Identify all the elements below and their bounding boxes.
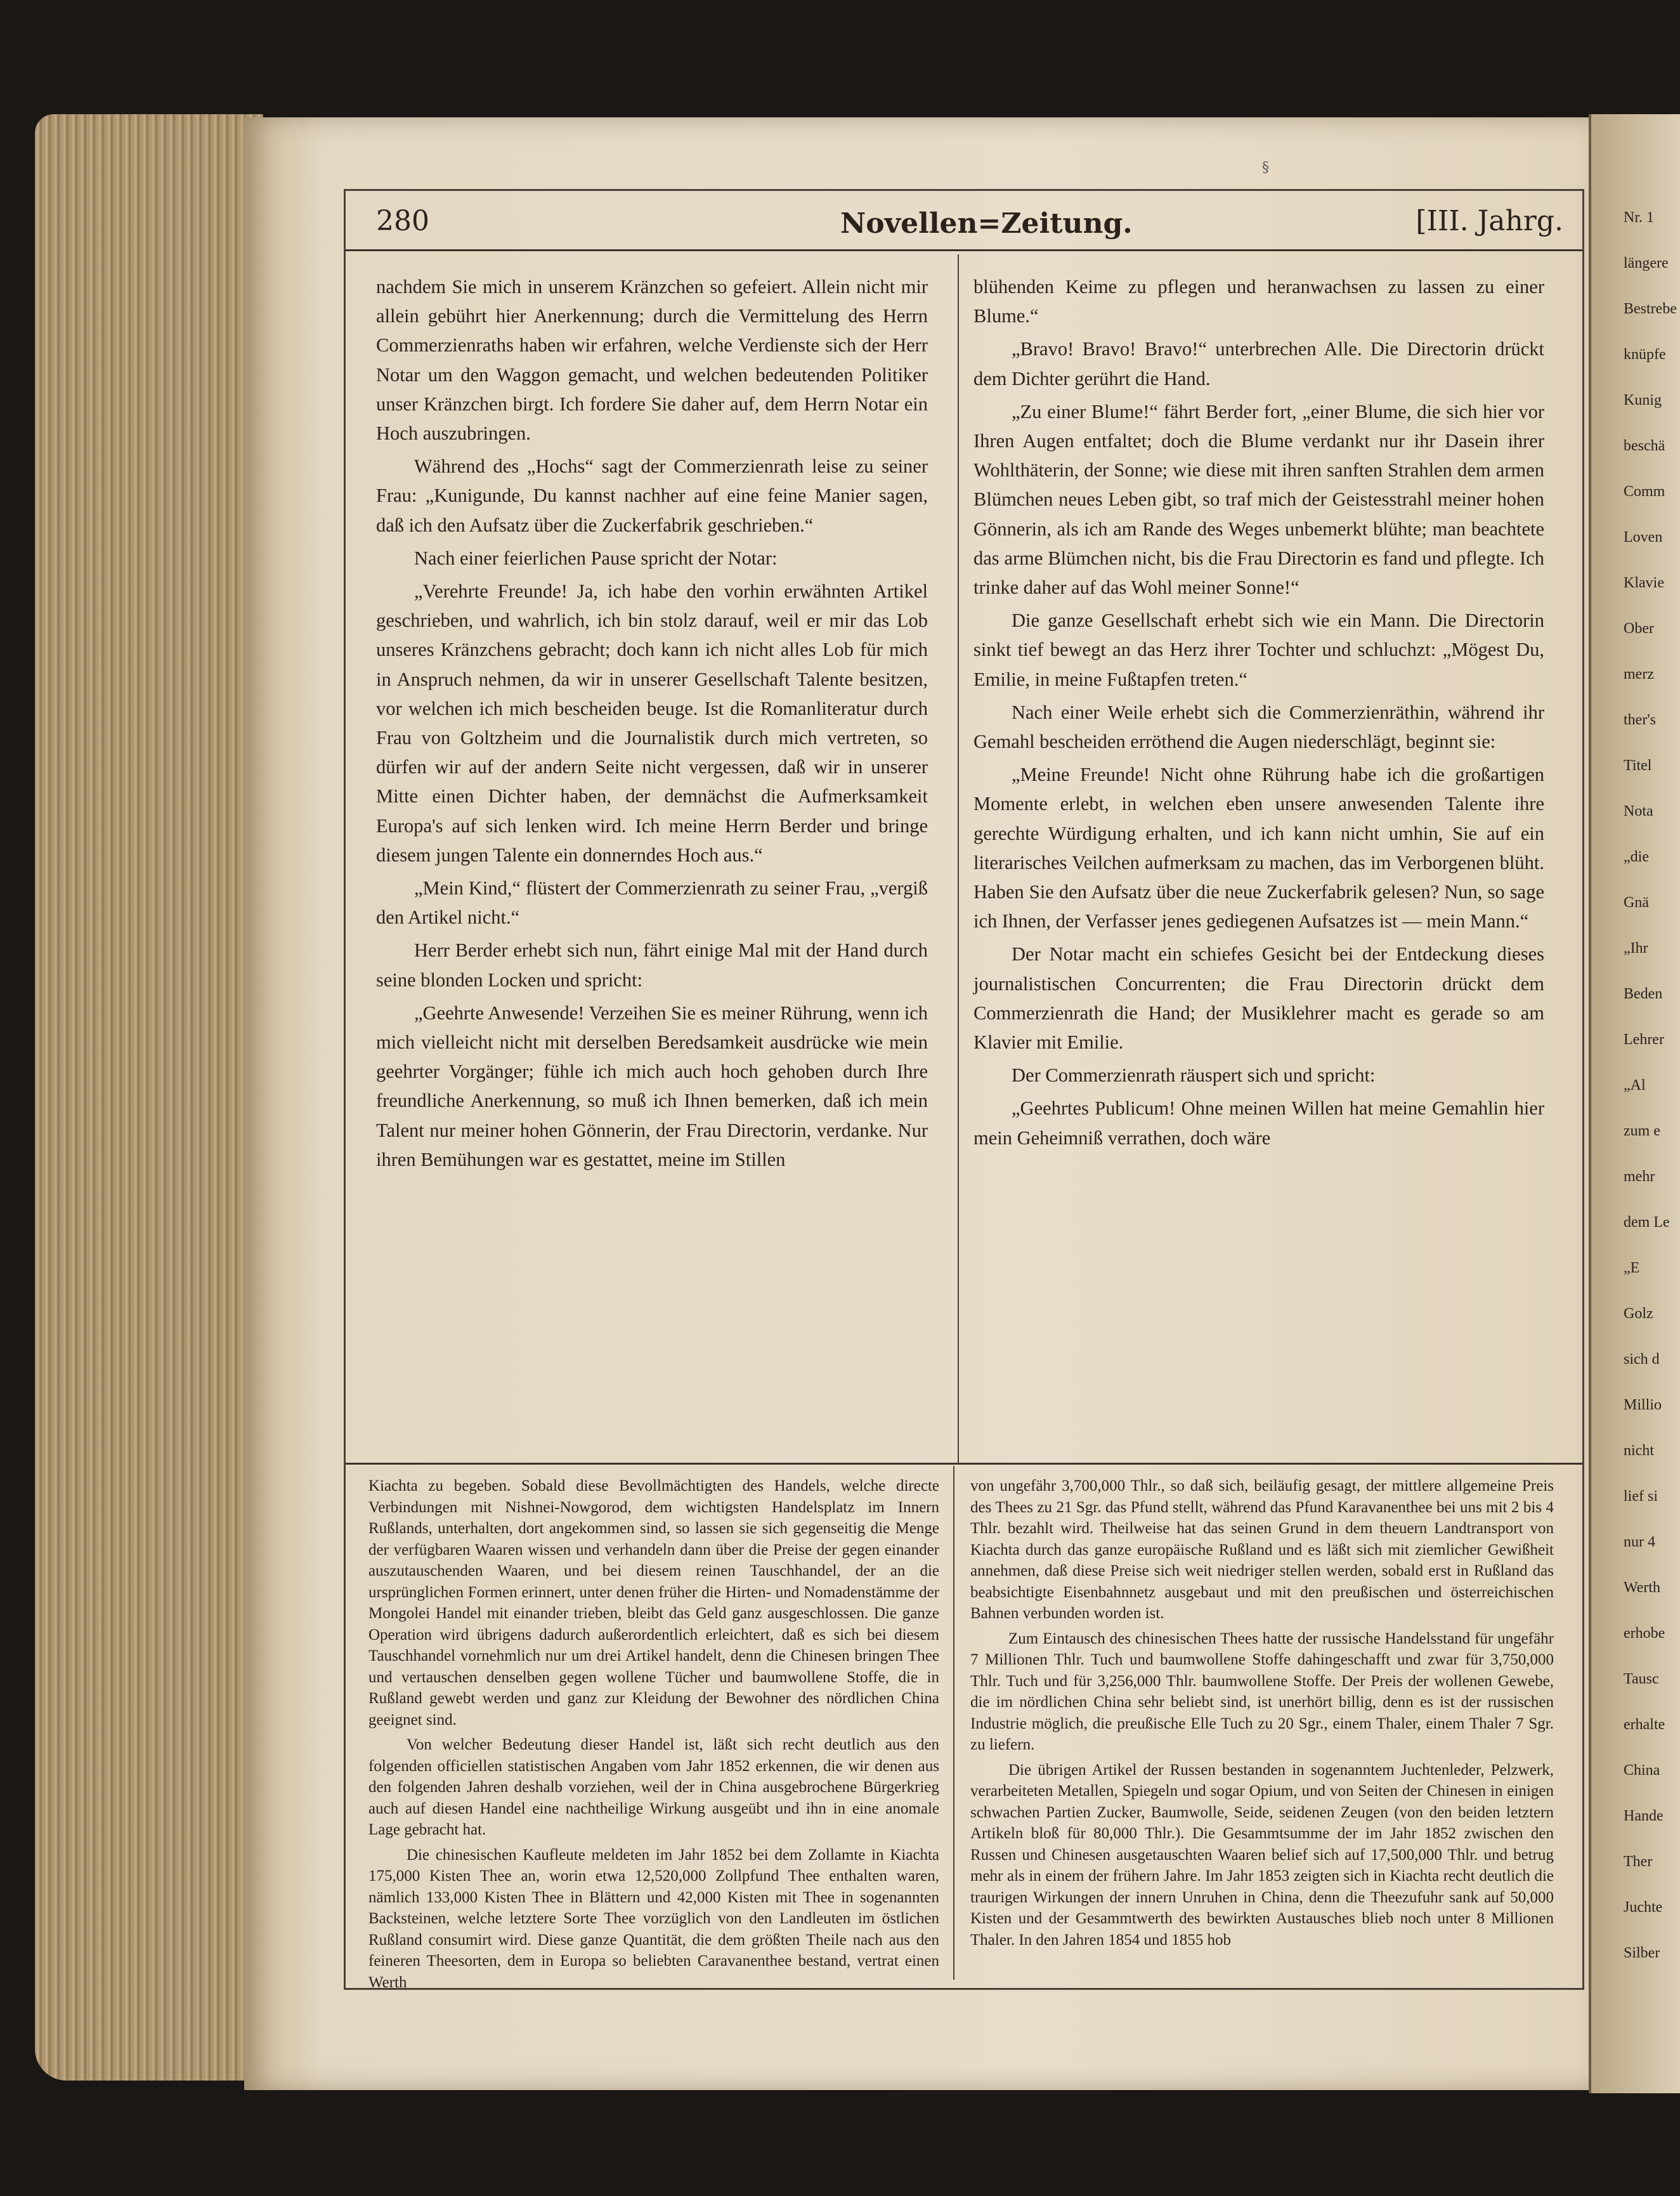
paragraph: Während des „Hochs“ sagt der Commerzienrath leise zu seiner Frau: „Kunigunde, Du kannst nachher auf eine feine Manier sagen, daß ich den Aufsatz über die Zuckerfabrik geschrieben.“: [376, 455, 928, 536]
right-page-edge: [1589, 114, 1680, 2093]
right-page-fragment: „E: [1624, 1260, 1640, 1276]
paragraph: blühenden Keime zu pflegen und heranwachsen zu lassen zu einer Blume.“: [973, 276, 1544, 327]
paragraph: „Bravo! Bravo! Bravo!“ unterbrechen Alle. Die Directorin drückt dem Dichter gerührt die Hand.: [973, 338, 1544, 389]
right-page-fragment: merz: [1624, 666, 1654, 683]
right-page-fragment: „Ihr: [1624, 940, 1648, 957]
paragraph: „Mein Kind,“ flüstert der Commerzienrath zu seiner Frau, „vergiß den Artikel nicht.“: [376, 877, 928, 929]
paragraph: von ungefähr 3,700,000 Thlr., so daß sich, beiläufig gesagt, der mittlere allgemeine Preis des Thees zu 21 Sgr. das Pfund stellt, während das Pfund Karavanenthee bei uns mit 2 bis 4 Thlr. bezahlt wird. Theilweise hat das seinen Grund in dem theuern Landtransport von Kiachta durch das ganze europäische Rußland und es läßt sich mit ziemlicher Gewißheit annehmen, daß diese Preise sich weit niedriger stellen werden, sobald erst in Rußland das beabsichtigte Eisenbahnnetz ausgebaut und mit den preußischen und österreichischen Bahnen verbunden worden ist.: [970, 1477, 1554, 1622]
upper-right-column: [973, 272, 1544, 1156]
right-page-fragment: Werth: [1624, 1579, 1661, 1596]
right-page-fragment: Kunig: [1624, 392, 1662, 408]
right-page-fragment: Bestrebe: [1624, 301, 1677, 317]
right-page-fragment: Silber: [1624, 1945, 1660, 1961]
right-page-fragment: knüpfe: [1624, 346, 1666, 363]
right-page-fragment: erhalte: [1624, 1716, 1665, 1733]
paragraph: „Meine Freunde! Nicht ohne Rührung habe ich die großartigen Momente erlebt, in welchen eben unsere anwesenden Talente ihre gerechte Würdigung erhalten, und ich kann nicht umhin, Sie auf ein literarisches Veilchen aufmerksam zu machen, das im Verborgenen blüht. Haben Sie den Aufsatz über die neue Zuckerfabrik gelesen? Nun, so sage ich Ihnen, der Verfasser jenes gediegenen Aufsatzes ist — mein Mann.“: [973, 764, 1544, 932]
feuilleton-rule: [346, 1463, 1582, 1465]
paragraph: „Verehrte Freunde! Ja, ich habe den vorhin erwähnten Artikel geschrieben, und wahrlich, ich bin stolz darauf, weil er mir das Lob unseres Kränzchens gebracht; doch kann ich nicht alles Lob für mich in Anspruch nehmen, da wir in unserer Gesellschaft Talente besitzen, vor welchen ich mich bescheiden beuge. Ist die Romanliteratur durch Frau von Goltzheim und die Journalistik durch mich vertreten, so dürfen wir auf der andern Seite nicht vergessen, daß wir in unserer Mitte einen Dichter haben, der demnächst die Aufmerksamkeit Europa's auf sich lenken wird. Ich meine Herrn Berder und bringe diesem jungen Talente ein donnerndes Hoch aus.“: [376, 580, 928, 866]
right-page-fragment: Nota: [1624, 803, 1653, 820]
right-page-fragment: zum e: [1624, 1123, 1660, 1139]
right-page-fragment: Loven: [1624, 529, 1663, 546]
upper-left-column: [376, 272, 928, 1178]
paragraph: „Geehrtes Publicum! Ohne meinen Willen hat meine Gemahlin hier mein Geheimniß verrathen, doch wäre: [973, 1097, 1544, 1149]
paragraph: nachdem Sie mich in unserem Kränzchen so gefeiert. Allein nicht mir allein gebührt hier Anerkennung; durch die Vermittelung des Herrn Commerzienraths haben wir erfahren, welche Verdienste sich der Herr Notar um den Waggon gemacht, und welchen bedeutenden Politiker unser Kränzchen birgt. Ich fordere Sie daher auf, dem Herrn Notar ein Hoch auszubringen.: [376, 276, 928, 445]
right-page-fragment: Juchte: [1624, 1899, 1663, 1916]
right-page-fragment: Titel: [1624, 757, 1652, 774]
right-page-fragment: „Al: [1624, 1077, 1646, 1094]
right-page-fragment: Ober: [1624, 620, 1654, 637]
right-page-fragment: Comm: [1624, 483, 1665, 500]
right-page-fragment: längere: [1624, 255, 1669, 271]
right-page-fragment: Beden: [1624, 986, 1663, 1002]
right-page-fragment: Golz: [1624, 1305, 1653, 1322]
paragraph: „Geehrte Anwesende! Verzeihen Sie es meiner Rührung, wenn ich mich vielleicht nicht mit derselben Beredsamkeit ausdrücke wie mein geehrter Vorgänger; fühle ich mich auch hoch gehoben durch Ihre freundliche Anerkennung, so muß ich Ihnen bemerken, daß ich mein Talent nur meiner hohen Gönnerin, der Frau Directorin, verdanke. Nur ihren Bemühungen war es gestattet, meine im Stillen: [376, 1002, 928, 1170]
right-page-fragment: mehr: [1624, 1168, 1655, 1185]
page-edges: [35, 114, 263, 2081]
lower-column-separator: [953, 1466, 954, 1980]
right-page-fragment: Lehrer: [1624, 1031, 1664, 1048]
right-page-fragment: erhobe: [1624, 1625, 1665, 1642]
right-page-fragment: Nr. 1: [1624, 209, 1654, 226]
right-page-fragment: China: [1624, 1762, 1660, 1779]
right-page-fragment: Klavie: [1624, 575, 1664, 591]
lower-right-column: [970, 1475, 1554, 1954]
paragraph: Die übrigen Artikel der Russen bestanden in sogenanntem Juchtenleder, Pelzwerk, verarbeiteten Metallen, Spiegeln und sogar Opium, und von Seiten der Chinesen in einigen schwachen Partien Zucker, Baumwolle, Seide, seidenen Zeugen (von den beiden letztern Artikeln bloß für 80,000 Thlr.). Die Gesammtsumme der im Jahr 1852 zwischen den Russen und Chinesen ausgetauschten Waaren belief sich auf 17,500,000 Thlr. und betrug mehr als in einem der frühern Jahre. Im Jahr 1853 zeigten sich in Kiachta recht deutlich die traurigen Wirkungen der innern Unruhen in China, denn die Theezufuhr sank auf 50,000 Kisten und der Gesammtwerth des bewirkten Austausches blieb noch unter 8 Millionen Thaler. In den Jahren 1854 und 1855 hob: [970, 1761, 1554, 1949]
paragraph: Kiachta zu begeben. Sobald diese Bevollmächtigten des Handels, welche directe Verbindungen mit Nishnei-Nowgorod, dem wichtigsten Handelsplatz im Innern Rußlands, unterhalten, dort angekommen sind, so lassen sie sich gegenseitig die Menge der verfügbaren Waaren wissen und verhandeln dann über die Preise der gegen einander auszutauschenden Waaren, und bei diesem reinen Tauschhandel, der an die ursprünglichen Formen erinnert, unter denen früher die Hirten- und Nomadenstämme der Mongolei Handel mit einander trieben, bleibt das Geld ganz ausgeschlossen. Die ganze Operation wird übrigens dadurch außerordentlich erleichtert, daß es sich bei diesem Tauschhandel vornehmlich nur um drei Artikel handelt, denn die Chinesen bringen Thee und vertauschen denselben gegen wollene Tücher und baumwollene Stoffe, die in Rußland gewebt werden und ganz zur Kleidung der Bewohner des nördlichen China geeignet sind.: [368, 1477, 939, 1729]
paragraph: Der Notar macht ein schiefes Gesicht bei der Entdeckung dieses journalistischen Concurrenten; die Frau Directorin drückt dem Commerzienrath die Hand; der Musiklehrer macht es gerade so am Klavier mit Emilie.: [973, 943, 1544, 1054]
page-frame: [344, 189, 1584, 1990]
paragraph: Von welcher Bedeutung dieser Handel ist, läßt sich recht deutlich aus den folgenden officiellen statistischen Angaben vom Jahr 1852 erkennen, die wir denen aus den folgenden Jahren deshalb vorziehen, weil der in China ausgebrochene Bürgerkrieg auch auf diesen Handel eine nachtheilige Wirkung ausgeübt und ihn in eine anomale Lage gebracht hat.: [368, 1736, 939, 1838]
paragraph: Die chinesischen Kaufleute meldeten im Jahr 1852 bei dem Zollamte in Kiachta 175,000 Kisten Thee an, worin etwa 12,520,000 Zollpfund Thee enthalten waren, nämlich 133,000 Kisten Thee in Blättern und 42,000 Kisten mit Thee in sogenannten Backsteinen, welche letztere Sorte Thee vorzüglich von den Landleuten im östlichen Rußland consumirt wird. Diese ganze Quantität, die dem größten Theile nach aus den feineren Theesorten, dem in Europa so beliebten Caravanenthee bestand, vertrat einen Werth: [368, 1846, 939, 1991]
paragraph: „Zu einer Blume!“ fährt Berder fort, „einer Blume, die sich hier vor Ihren Augen entfaltet; doch die Blume verdankt nur ihr Dasein ihrer Wohlthäterin, der Sonne; wie diese mit ihren sanften Strahlen dem armen Blümchen neues Leben gibt, so traf mich der Geistesstrahl meiner hohen Gönnerin, als ich am Rande des Weges unbemerkt blühte; man beachtete das arme Blümchen nicht, bis die Frau Directorin es fand und pflegte. Ich trinke daher auf das Wohl meiner Sonne!“: [973, 400, 1544, 599]
lower-left-column: [368, 1475, 939, 1997]
right-page-fragment: lief si: [1624, 1488, 1658, 1505]
paragraph: Herr Berder erhebt sich nun, fährt einige Mal mit der Hand durch seine blonden Locken und spricht:: [376, 939, 928, 991]
page-number: 280: [376, 205, 429, 237]
paragraph: Nach einer Weile erhebt sich die Commerzienräthin, während ihr Gemahl bescheiden erröthend die Augen niederschlägt, beginnt sie:: [973, 701, 1544, 753]
paragraph: Nach einer feierlichen Pause spricht der Notar:: [414, 547, 778, 569]
right-page-fragment: beschä: [1624, 438, 1665, 454]
right-page-fragment: nur 4: [1624, 1534, 1655, 1550]
right-page-fragment: Tausc: [1624, 1671, 1659, 1687]
running-header: [346, 191, 1582, 254]
journal-title: Novellen=Zeitung.: [840, 207, 1133, 240]
right-page-fragment: sich d: [1624, 1351, 1660, 1368]
right-page-fragment: Hande: [1624, 1808, 1664, 1824]
upper-column-separator: [958, 254, 959, 1463]
volume-year: [III. Jahrg.: [1416, 205, 1563, 237]
paragraph: Der Commerzienrath räuspert sich und spricht:: [1012, 1064, 1376, 1087]
right-page-fragment: ther's: [1624, 712, 1656, 728]
pencil-mark: §: [1262, 160, 1269, 176]
header-rule: [346, 249, 1582, 251]
right-page-fragment: Gnä: [1624, 894, 1649, 911]
paragraph: Die ganze Gesellschaft erhebt sich wie ein Mann. Die Directorin sinkt tief bewegt an das Herz ihrer Tochter und schluchzt: „Mögest Du, Emilie, in meine Fußtapfen treten.“: [973, 610, 1544, 690]
paragraph: Zum Eintausch des chinesischen Thees hatte der russische Handelsstand für ungefähr 7 Millionen Thlr. Tuch und baumwollene Stoffe dahingeschafft und zwar für 3,750,000 Thlr. Tuch und für 3,256,000 Thlr. baumwollene Stoffe. Der Preis der wollenen Gewebe, die im nördlichen China sehr beliebt sind, ist unerhört billig, denn es ist der russischen Industrie möglich, die preußische Elle Tuch zu 20 Sgr., einem Thaler, einem Thaler 7 Sgr. zu liefern.: [970, 1630, 1554, 1753]
right-page-fragment: Ther: [1624, 1853, 1653, 1870]
right-page-fragment: dem Le: [1624, 1214, 1670, 1231]
right-page-fragment: Millio: [1624, 1397, 1662, 1413]
right-page-fragment: „die: [1624, 849, 1649, 865]
right-page-fragment: nicht: [1624, 1442, 1654, 1459]
